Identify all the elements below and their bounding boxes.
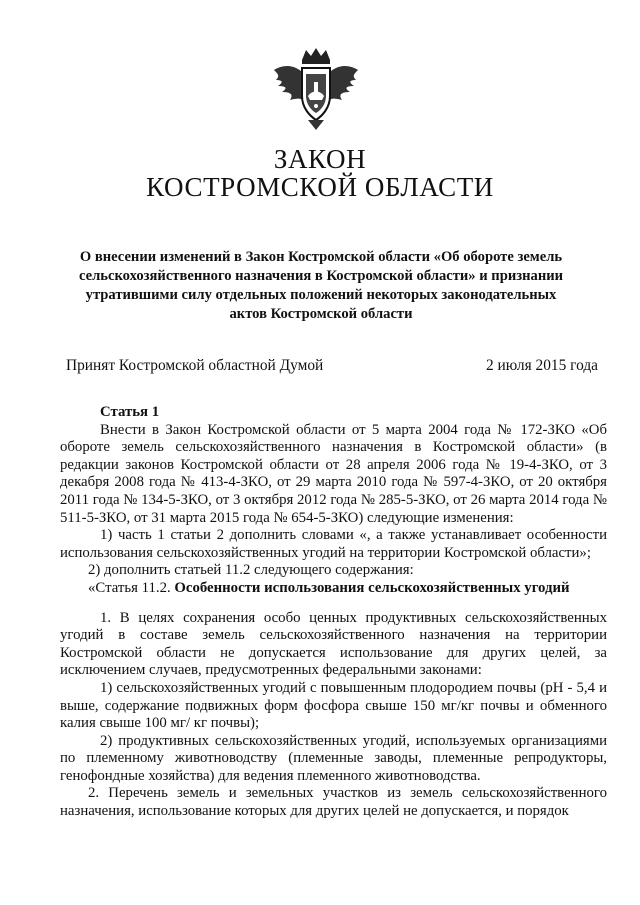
amendment-item-1: 1) часть 1 статьи 2 дополнить словами «, а также устанавливает особенности использования сельскохозяйственных угодий на территории Костромской области»; [60,527,607,561]
adoption-date: 2 июля 2015 года [486,357,598,374]
adopted-by: Принят Костромской областной Думой [66,357,324,374]
amendment-item-2: 2) дополнить статьей 11.2 следующего содержания: [88,562,414,579]
law-title-line2: КОСТРОМСКОЙ ОБЛАСТИ [146,172,494,202]
new-article-heading [60,580,607,598]
law-subject: О внесении изменений в Закон Костромской области «Об обороте земель сельскохозяйственного назначения в Костромской области» и признании утратившими силу отдельных положений некоторых законодательных актов Костромской области [78,249,564,322]
article-intro: Внести в Закон Костромской области от 5 марта 2004 года № 172-ЗКО «Об обороте земель сельскохозяйственного назначения в Костромской области» (в редакции законов Костромской области от 28 апреля 2006 года № 19-4-ЗКО, от 3 декабря 2008 года № 413-4-ЗКО, от 29 марта 2010 года № 597-4-ЗКО, от 20 октября 2011 года № 134-5-ЗКО, от 3 октября 2012 года № 285-5-ЗКО, от 26 марта 2014 года № 511-5-ЗКО, от 31 марта 2015 года № 654-5-ЗКО) следующие изменения: [60,421,607,526]
clause-1: 1. В целях сохранения особо ценных продуктивных сельскохозяйственных угодий в составе земель сельскохозяйственного назначения на территории Костромской области не допускается использование для других целей, за исключением случаев, предусмотренных федеральными законами: [60,609,607,679]
new-article-title: Особенности использования сельскохозяйственных угодий [174,579,570,596]
document-body [60,404,607,821]
clause-2: 2. Перечень земель и земельных участков из земель сельскохозяйственного назначения, использование которых для других целей не допускается, и порядок [60,785,607,820]
coat-of-arms-icon [268,46,364,132]
clause-1-subitem-2: 2) продуктивных сельскохозяйственных угодий, используемых организациями по племенному животноводству (племенные заводы, племенные репродукторы, генофондные хозяйства) для ведения племенного животноводства. [60,732,607,784]
clause-1-subitem-1: 1) сельскохозяйственных угодий с повышенным плодородием почвы (pH - 5,4 и выше, содержание подвижных форм фосфора свыше 150 мг/кг почвы и обменного калия свыше 100 мг/ кг почвы); [60,679,607,732]
law-title-line1: ЗАКОН [273,144,367,174]
article-heading: Статья 1 [100,404,160,420]
new-article-number: «Статья 11.2. [88,579,171,596]
